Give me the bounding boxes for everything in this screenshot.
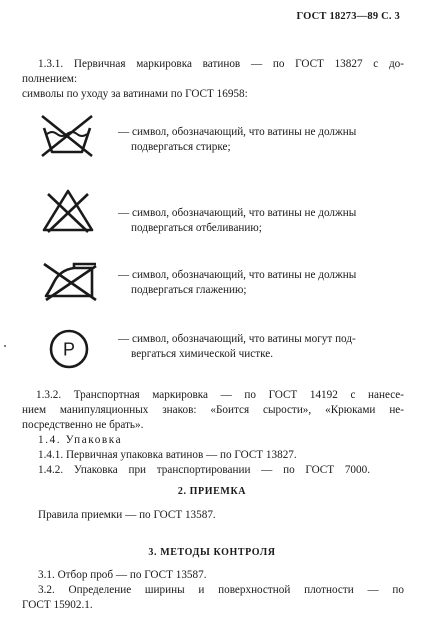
paragraph-3-2-line-1: 3.2. Определение ширины и поверхностной плотности — по <box>38 584 404 596</box>
paragraph-1-4-1: 1.4.1. Первичная упаковка ватинов — по ГОСТ 13827. <box>38 449 297 461</box>
no-washing-icon <box>38 112 96 158</box>
section-3-heading: 3. МЕТОДЫ КОНТРОЛЯ <box>148 547 276 558</box>
section-1-4-title: 1.4. Упаковка <box>38 434 123 446</box>
no-bleach-icon <box>40 188 96 234</box>
paragraph-1-4-2: 1.4.2. Упаковка при транспортировании — по ГОСТ 7000. <box>38 464 370 476</box>
paragraph-1-3-1-line-3: символы по уходу за ватинами по ГОСТ 16958: <box>22 88 248 100</box>
paragraph-3-1: 3.1. Отбор проб — по ГОСТ 13587. <box>38 569 207 581</box>
symbol-description-4: — символ, обозначающий, что ватины могут под- вергаться химической чистке. <box>118 333 356 360</box>
dry-clean-p-icon <box>48 328 90 370</box>
no-ironing-icon <box>40 260 100 302</box>
dry-clean-letter: P <box>62 339 76 360</box>
symbol-description-1: — символ, обозначающий, что ватины не должны подвергаться стирке; <box>118 126 357 153</box>
paragraph-1-3-1-line-2: полнением: <box>22 73 78 85</box>
symbol-description-2: — символ, обозначающий, что ватины не должны подвергаться отбеливанию; <box>118 207 357 234</box>
page-header: ГОСТ 18273—89 С. 3 <box>296 11 400 22</box>
section-2-heading: 2. ПРИЕМКА <box>177 486 247 497</box>
scan-speck <box>4 345 6 347</box>
section-2-text: Правила приемки — по ГОСТ 13587. <box>38 509 216 521</box>
paragraph-1-3-2-line-3: посредственно не брать». <box>22 419 144 431</box>
paragraph-1-3-2-line-2: нием манипуляционных знаков: «Боится сырости», «Крюками не- <box>22 404 404 416</box>
paragraph-3-2-line-2: ГОСТ 15902.1. <box>22 599 93 611</box>
paragraph-1-3-1-line-1: 1.3.1. Первичная маркировка ватинов — по ГОСТ 13827 с до- <box>38 58 404 70</box>
paragraph-1-3-2-line-1: 1.3.2. Транспортная маркировка — по ГОСТ 14192 с нанесе- <box>36 389 404 401</box>
symbol-description-3: — символ, обозначающий, что ватины не должны подвергаться глажению; <box>118 269 357 296</box>
